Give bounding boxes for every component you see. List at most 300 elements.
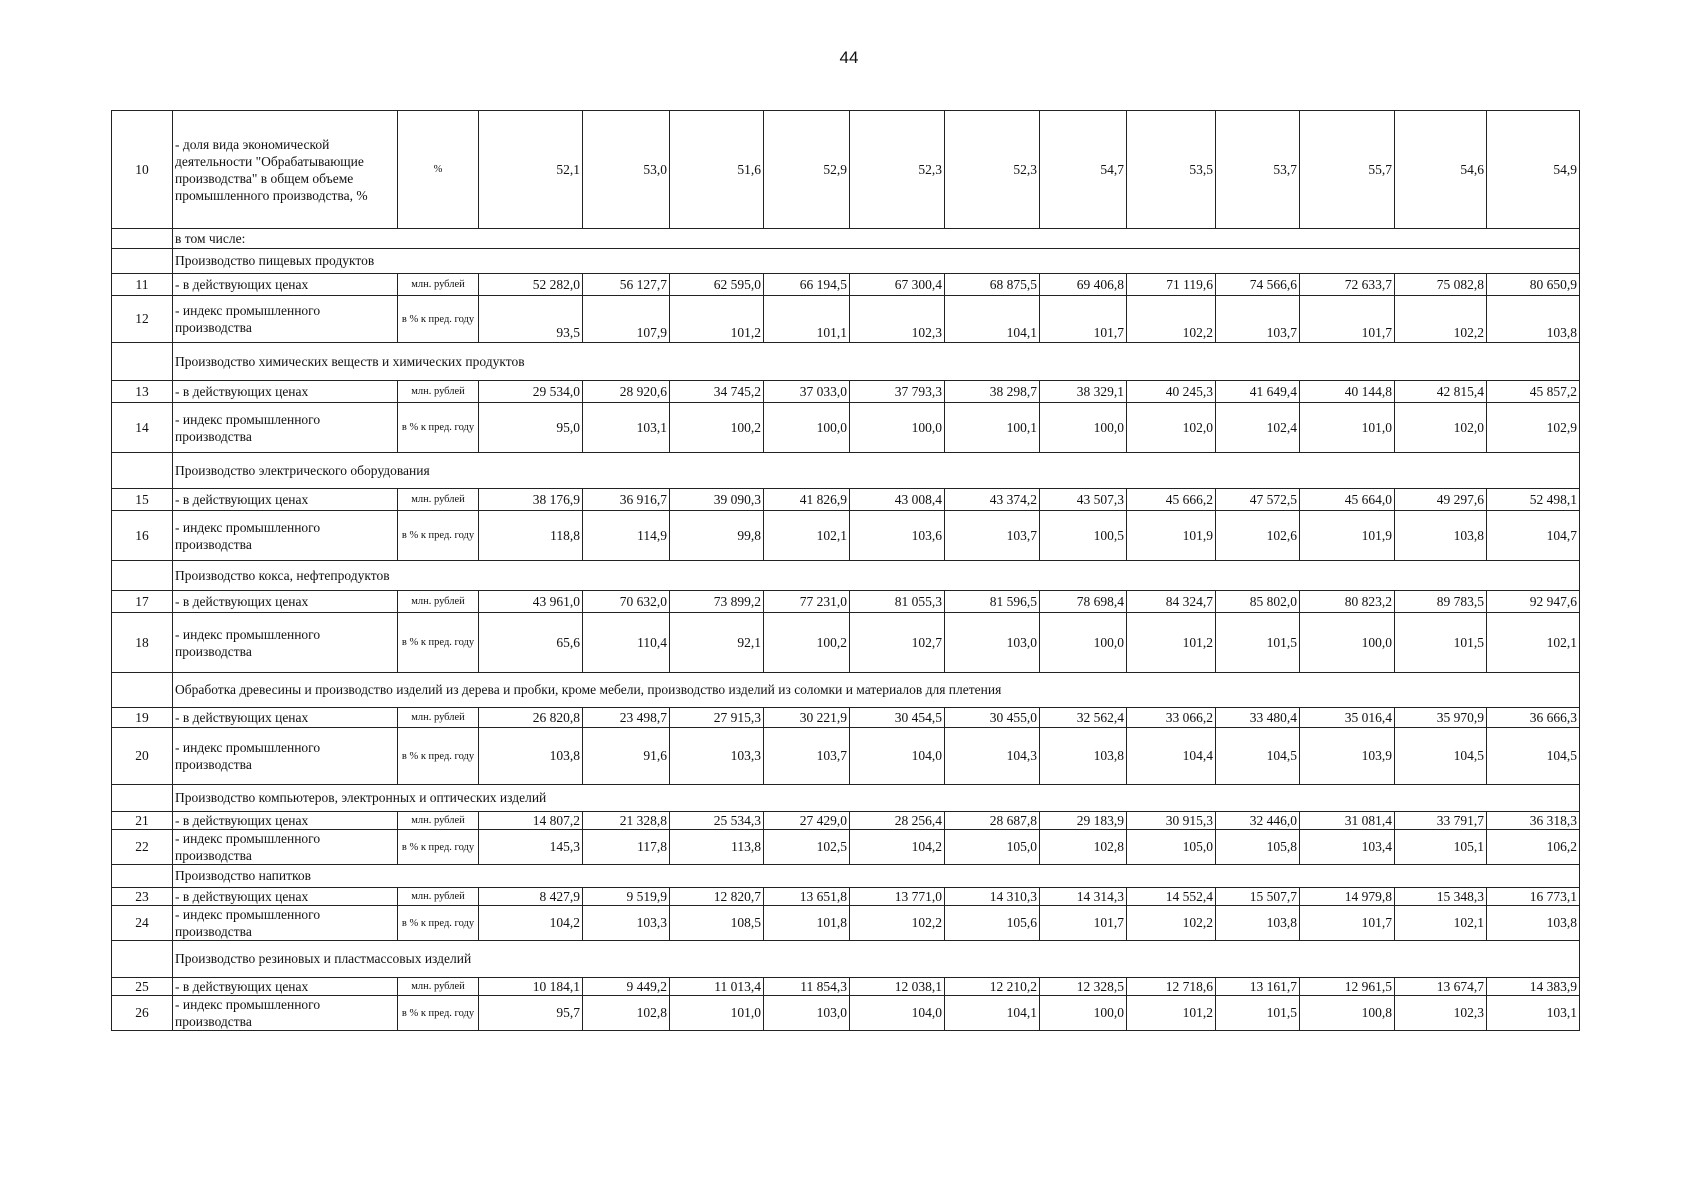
row-number-cell	[112, 673, 173, 708]
value-cell: 33 066,2	[1127, 708, 1216, 728]
indicator-name: - индекс промышленного производства	[173, 403, 398, 453]
value-cell: 101,2	[670, 296, 764, 343]
value-cell: 117,8	[583, 830, 670, 865]
indicator-name: - доля вида экономической деятельности "Обрабатывающие производства" в общем объеме промышленного производства, %	[173, 111, 398, 229]
value-cell: 103,8	[1487, 906, 1580, 941]
value-cell: 41 826,9	[764, 489, 850, 511]
value-cell: 43 507,3	[1040, 489, 1127, 511]
value-cell: 54,7	[1040, 111, 1127, 229]
value-cell: 52 498,1	[1487, 489, 1580, 511]
table-row	[112, 996, 1580, 1031]
value-cell: 14 383,9	[1487, 978, 1580, 996]
section-row	[112, 453, 1580, 489]
value-cell: 102,2	[1395, 296, 1487, 343]
value-cell: 81 055,3	[850, 591, 945, 613]
section-heading: Производство кокса, нефтепродуктов	[173, 561, 1580, 591]
row-number: 24	[112, 906, 173, 941]
value-cell: 27 429,0	[764, 812, 850, 830]
value-cell: 103,0	[945, 613, 1040, 673]
value-cell: 101,7	[1040, 296, 1127, 343]
value-cell: 92,1	[670, 613, 764, 673]
value-cell: 108,5	[670, 906, 764, 941]
value-cell: 101,7	[1300, 906, 1395, 941]
value-cell: 54,9	[1487, 111, 1580, 229]
value-cell: 15 507,7	[1216, 888, 1300, 906]
value-cell: 12 038,1	[850, 978, 945, 996]
value-cell: 102,8	[583, 996, 670, 1031]
indicator-name: - индекс промышленного производства	[173, 296, 398, 343]
value-cell: 100,2	[764, 613, 850, 673]
value-cell: 103,3	[583, 906, 670, 941]
unit-cell: в % к пред. году	[398, 830, 479, 865]
value-cell: 103,0	[764, 996, 850, 1031]
value-cell: 99,8	[670, 511, 764, 561]
value-cell: 80 650,9	[1487, 274, 1580, 296]
row-number-cell	[112, 561, 173, 591]
value-cell: 102,0	[1395, 403, 1487, 453]
value-cell: 28 687,8	[945, 812, 1040, 830]
indicator-name: - в действующих ценах	[173, 591, 398, 613]
value-cell: 36 916,7	[583, 489, 670, 511]
value-cell: 62 595,0	[670, 274, 764, 296]
value-cell: 103,1	[1487, 996, 1580, 1031]
value-cell: 107,9	[583, 296, 670, 343]
value-cell: 40 245,3	[1127, 381, 1216, 403]
value-cell: 29 534,0	[479, 381, 583, 403]
value-cell: 9 519,9	[583, 888, 670, 906]
value-cell: 102,2	[1127, 296, 1216, 343]
value-cell: 113,8	[670, 830, 764, 865]
value-cell: 21 328,8	[583, 812, 670, 830]
value-cell: 13 674,7	[1395, 978, 1487, 996]
value-cell: 12 820,7	[670, 888, 764, 906]
value-cell: 103,1	[583, 403, 670, 453]
value-cell: 67 300,4	[850, 274, 945, 296]
value-cell: 30 221,9	[764, 708, 850, 728]
section-row	[112, 785, 1580, 812]
value-cell: 105,0	[945, 830, 1040, 865]
table-row	[112, 728, 1580, 785]
value-cell: 104,5	[1395, 728, 1487, 785]
value-cell: 100,2	[670, 403, 764, 453]
value-cell: 100,0	[1040, 403, 1127, 453]
indicator-name: - в действующих ценах	[173, 381, 398, 403]
value-cell: 16 773,1	[1487, 888, 1580, 906]
row-number: 21	[112, 812, 173, 830]
value-cell: 53,5	[1127, 111, 1216, 229]
value-cell: 95,7	[479, 996, 583, 1031]
value-cell: 105,1	[1395, 830, 1487, 865]
value-cell: 45 664,0	[1300, 489, 1395, 511]
table-row	[112, 111, 1580, 229]
value-cell: 72 633,7	[1300, 274, 1395, 296]
value-cell: 53,0	[583, 111, 670, 229]
row-number: 25	[112, 978, 173, 996]
value-cell: 13 161,7	[1216, 978, 1300, 996]
value-cell: 101,5	[1395, 613, 1487, 673]
value-cell: 104,0	[850, 996, 945, 1031]
value-cell: 14 552,4	[1127, 888, 1216, 906]
value-cell: 104,4	[1127, 728, 1216, 785]
row-number-cell	[112, 249, 173, 274]
value-cell: 103,7	[764, 728, 850, 785]
value-cell: 100,8	[1300, 996, 1395, 1031]
unit-cell: млн. рублей	[398, 978, 479, 996]
value-cell: 51,6	[670, 111, 764, 229]
value-cell: 52,3	[850, 111, 945, 229]
value-cell: 65,6	[479, 613, 583, 673]
value-cell: 52,3	[945, 111, 1040, 229]
section-heading: Производство напитков	[173, 865, 1580, 888]
indicator-name: - индекс промышленного производства	[173, 728, 398, 785]
value-cell: 47 572,5	[1216, 489, 1300, 511]
value-cell: 11 013,4	[670, 978, 764, 996]
value-cell: 93,5	[479, 296, 583, 343]
value-cell: 100,0	[850, 403, 945, 453]
value-cell: 102,0	[1127, 403, 1216, 453]
unit-cell: млн. рублей	[398, 708, 479, 728]
value-cell: 101,7	[1040, 906, 1127, 941]
unit-cell: в % к пред. году	[398, 728, 479, 785]
row-number: 20	[112, 728, 173, 785]
row-number: 15	[112, 489, 173, 511]
value-cell: 11 854,3	[764, 978, 850, 996]
unit-cell: млн. рублей	[398, 274, 479, 296]
unit-cell: млн. рублей	[398, 812, 479, 830]
table-row	[112, 274, 1580, 296]
row-number: 17	[112, 591, 173, 613]
indicator-name: - индекс промышленного производства	[173, 996, 398, 1031]
row-number: 18	[112, 613, 173, 673]
value-cell: 77 231,0	[764, 591, 850, 613]
unit-cell: в % к пред. году	[398, 613, 479, 673]
value-cell: 102,1	[1487, 613, 1580, 673]
section-heading: Производство электрического оборудования	[173, 453, 1580, 489]
unit-cell: в % к пред. году	[398, 296, 479, 343]
value-cell: 101,0	[670, 996, 764, 1031]
value-cell: 26 820,8	[479, 708, 583, 728]
row-number-cell	[112, 229, 173, 249]
value-cell: 43 961,0	[479, 591, 583, 613]
value-cell: 10 184,1	[479, 978, 583, 996]
value-cell: 69 406,8	[1040, 274, 1127, 296]
value-cell: 100,0	[1040, 996, 1127, 1031]
unit-cell: млн. рублей	[398, 591, 479, 613]
row-number: 12	[112, 296, 173, 343]
row-number: 11	[112, 274, 173, 296]
section-heading: Обработка древесины и производство изделий из дерева и пробки, кроме мебели, производство изделий из соломки и материалов для плетения	[173, 673, 1580, 708]
indicator-name: - индекс промышленного производства	[173, 906, 398, 941]
value-cell: 39 090,3	[670, 489, 764, 511]
value-cell: 102,3	[1395, 996, 1487, 1031]
indicator-name: - индекс промышленного производства	[173, 511, 398, 561]
unit-cell: млн. рублей	[398, 489, 479, 511]
value-cell: 101,9	[1127, 511, 1216, 561]
value-cell: 81 596,5	[945, 591, 1040, 613]
value-cell: 103,8	[1216, 906, 1300, 941]
value-cell: 52,1	[479, 111, 583, 229]
value-cell: 28 256,4	[850, 812, 945, 830]
value-cell: 103,4	[1300, 830, 1395, 865]
value-cell: 43 374,2	[945, 489, 1040, 511]
value-cell: 13 651,8	[764, 888, 850, 906]
value-cell: 36 666,3	[1487, 708, 1580, 728]
value-cell: 12 328,5	[1040, 978, 1127, 996]
table-row	[112, 812, 1580, 830]
value-cell: 25 534,3	[670, 812, 764, 830]
row-number: 26	[112, 996, 173, 1031]
value-cell: 38 176,9	[479, 489, 583, 511]
value-cell: 12 961,5	[1300, 978, 1395, 996]
value-cell: 101,7	[1300, 296, 1395, 343]
value-cell: 30 455,0	[945, 708, 1040, 728]
value-cell: 80 823,2	[1300, 591, 1395, 613]
value-cell: 101,1	[764, 296, 850, 343]
value-cell: 101,9	[1300, 511, 1395, 561]
table-row	[112, 888, 1580, 906]
value-cell: 52,9	[764, 111, 850, 229]
value-cell: 54,6	[1395, 111, 1487, 229]
value-cell: 36 318,3	[1487, 812, 1580, 830]
table-body	[112, 111, 1580, 1031]
unit-cell: в % к пред. году	[398, 511, 479, 561]
value-cell: 68 875,5	[945, 274, 1040, 296]
section-row	[112, 343, 1580, 381]
value-cell: 106,2	[1487, 830, 1580, 865]
section-heading: Производство компьютеров, электронных и оптических изделий	[173, 785, 1580, 812]
row-number-cell	[112, 343, 173, 381]
value-cell: 71 119,6	[1127, 274, 1216, 296]
value-cell: 102,8	[1040, 830, 1127, 865]
value-cell: 66 194,5	[764, 274, 850, 296]
value-cell: 52 282,0	[479, 274, 583, 296]
value-cell: 100,5	[1040, 511, 1127, 561]
section-heading: Производство резиновых и пластмассовых изделий	[173, 941, 1580, 978]
value-cell: 34 745,2	[670, 381, 764, 403]
value-cell: 104,7	[1487, 511, 1580, 561]
value-cell: 29 183,9	[1040, 812, 1127, 830]
value-cell: 45 666,2	[1127, 489, 1216, 511]
indicators-table	[111, 110, 1580, 1031]
table-row	[112, 296, 1580, 343]
unit-cell: млн. рублей	[398, 888, 479, 906]
table-row	[112, 613, 1580, 673]
value-cell: 12 718,6	[1127, 978, 1216, 996]
value-cell: 33 480,4	[1216, 708, 1300, 728]
value-cell: 40 144,8	[1300, 381, 1395, 403]
value-cell: 102,7	[850, 613, 945, 673]
value-cell: 102,9	[1487, 403, 1580, 453]
indicator-name: - в действующих ценах	[173, 489, 398, 511]
indicator-name: - в действующих ценах	[173, 274, 398, 296]
table-row	[112, 591, 1580, 613]
row-number-cell	[112, 785, 173, 812]
value-cell: 42 815,4	[1395, 381, 1487, 403]
value-cell: 103,8	[1395, 511, 1487, 561]
value-cell: 103,9	[1300, 728, 1395, 785]
value-cell: 84 324,7	[1127, 591, 1216, 613]
value-cell: 104,3	[945, 728, 1040, 785]
indicator-name: - в действующих ценах	[173, 978, 398, 996]
section-row	[112, 249, 1580, 274]
value-cell: 100,0	[764, 403, 850, 453]
row-number: 14	[112, 403, 173, 453]
section-row	[112, 561, 1580, 591]
value-cell: 43 008,4	[850, 489, 945, 511]
value-cell: 102,2	[1127, 906, 1216, 941]
value-cell: 14 807,2	[479, 812, 583, 830]
value-cell: 104,0	[850, 728, 945, 785]
value-cell: 92 947,6	[1487, 591, 1580, 613]
value-cell: 104,5	[1487, 728, 1580, 785]
indicator-name: - индекс промышленного производства	[173, 613, 398, 673]
value-cell: 102,2	[850, 906, 945, 941]
section-heading: Производство химических веществ и химических продуктов	[173, 343, 1580, 381]
value-cell: 102,4	[1216, 403, 1300, 453]
value-cell: 118,8	[479, 511, 583, 561]
section-row	[112, 865, 1580, 888]
value-cell: 75 082,8	[1395, 274, 1487, 296]
value-cell: 32 446,0	[1216, 812, 1300, 830]
value-cell: 101,2	[1127, 613, 1216, 673]
value-cell: 32 562,4	[1040, 708, 1127, 728]
table-row	[112, 830, 1580, 865]
unit-cell: в % к пред. году	[398, 996, 479, 1031]
section-row	[112, 673, 1580, 708]
unit-cell: %	[398, 111, 479, 229]
row-number-cell	[112, 865, 173, 888]
value-cell: 102,1	[764, 511, 850, 561]
value-cell: 45 857,2	[1487, 381, 1580, 403]
value-cell: 53,7	[1216, 111, 1300, 229]
value-cell: 104,1	[945, 296, 1040, 343]
value-cell: 70 632,0	[583, 591, 670, 613]
value-cell: 103,7	[1216, 296, 1300, 343]
value-cell: 103,8	[1487, 296, 1580, 343]
value-cell: 110,4	[583, 613, 670, 673]
value-cell: 15 348,3	[1395, 888, 1487, 906]
value-cell: 104,2	[479, 906, 583, 941]
value-cell: 103,8	[1040, 728, 1127, 785]
row-number: 23	[112, 888, 173, 906]
value-cell: 38 298,7	[945, 381, 1040, 403]
table-row	[112, 511, 1580, 561]
section-heading: в том числе:	[173, 229, 1580, 249]
value-cell: 101,5	[1216, 613, 1300, 673]
table-row	[112, 708, 1580, 728]
value-cell: 12 210,2	[945, 978, 1040, 996]
value-cell: 30 454,5	[850, 708, 945, 728]
table-row	[112, 381, 1580, 403]
value-cell: 114,9	[583, 511, 670, 561]
value-cell: 30 915,3	[1127, 812, 1216, 830]
row-number-cell	[112, 453, 173, 489]
value-cell: 104,2	[850, 830, 945, 865]
table-row	[112, 906, 1580, 941]
indicator-name: - индекс промышленного производства	[173, 830, 398, 865]
value-cell: 105,0	[1127, 830, 1216, 865]
value-cell: 101,8	[764, 906, 850, 941]
value-cell: 102,1	[1395, 906, 1487, 941]
value-cell: 101,5	[1216, 996, 1300, 1031]
value-cell: 101,0	[1300, 403, 1395, 453]
value-cell: 49 297,6	[1395, 489, 1487, 511]
value-cell: 85 802,0	[1216, 591, 1300, 613]
value-cell: 38 329,1	[1040, 381, 1127, 403]
value-cell: 14 310,3	[945, 888, 1040, 906]
unit-cell: в % к пред. году	[398, 403, 479, 453]
value-cell: 105,8	[1216, 830, 1300, 865]
value-cell: 103,8	[479, 728, 583, 785]
value-cell: 56 127,7	[583, 274, 670, 296]
value-cell: 100,0	[1040, 613, 1127, 673]
value-cell: 14 314,3	[1040, 888, 1127, 906]
value-cell: 13 771,0	[850, 888, 945, 906]
value-cell: 14 979,8	[1300, 888, 1395, 906]
value-cell: 73 899,2	[670, 591, 764, 613]
value-cell: 91,6	[583, 728, 670, 785]
table-row	[112, 978, 1580, 996]
indicator-name: - в действующих ценах	[173, 812, 398, 830]
value-cell: 78 698,4	[1040, 591, 1127, 613]
value-cell: 35 016,4	[1300, 708, 1395, 728]
indicator-name: - в действующих ценах	[173, 888, 398, 906]
row-number: 19	[112, 708, 173, 728]
value-cell: 95,0	[479, 403, 583, 453]
value-cell: 145,3	[479, 830, 583, 865]
value-cell: 105,6	[945, 906, 1040, 941]
value-cell: 104,5	[1216, 728, 1300, 785]
value-cell: 8 427,9	[479, 888, 583, 906]
value-cell: 103,6	[850, 511, 945, 561]
value-cell: 74 566,6	[1216, 274, 1300, 296]
row-number: 10	[112, 111, 173, 229]
value-cell: 41 649,4	[1216, 381, 1300, 403]
value-cell: 27 915,3	[670, 708, 764, 728]
value-cell: 102,6	[1216, 511, 1300, 561]
value-cell: 103,3	[670, 728, 764, 785]
value-cell: 100,1	[945, 403, 1040, 453]
value-cell: 101,2	[1127, 996, 1216, 1031]
page-number: 44	[839, 48, 859, 67]
table-row	[112, 489, 1580, 511]
value-cell: 33 791,7	[1395, 812, 1487, 830]
value-cell: 103,7	[945, 511, 1040, 561]
value-cell: 102,3	[850, 296, 945, 343]
row-number: 16	[112, 511, 173, 561]
row-number-cell	[112, 941, 173, 978]
value-cell: 89 783,5	[1395, 591, 1487, 613]
value-cell: 28 920,6	[583, 381, 670, 403]
value-cell: 35 970,9	[1395, 708, 1487, 728]
value-cell: 9 449,2	[583, 978, 670, 996]
table-row	[112, 403, 1580, 453]
value-cell: 104,1	[945, 996, 1040, 1031]
value-cell: 102,5	[764, 830, 850, 865]
section-row	[112, 941, 1580, 978]
unit-cell: млн. рублей	[398, 381, 479, 403]
value-cell: 31 081,4	[1300, 812, 1395, 830]
value-cell: 55,7	[1300, 111, 1395, 229]
value-cell: 23 498,7	[583, 708, 670, 728]
value-cell: 37 793,3	[850, 381, 945, 403]
unit-cell: в % к пред. году	[398, 906, 479, 941]
value-cell: 100,0	[1300, 613, 1395, 673]
row-number: 13	[112, 381, 173, 403]
indicator-name: - в действующих ценах	[173, 708, 398, 728]
row-number: 22	[112, 830, 173, 865]
value-cell: 37 033,0	[764, 381, 850, 403]
